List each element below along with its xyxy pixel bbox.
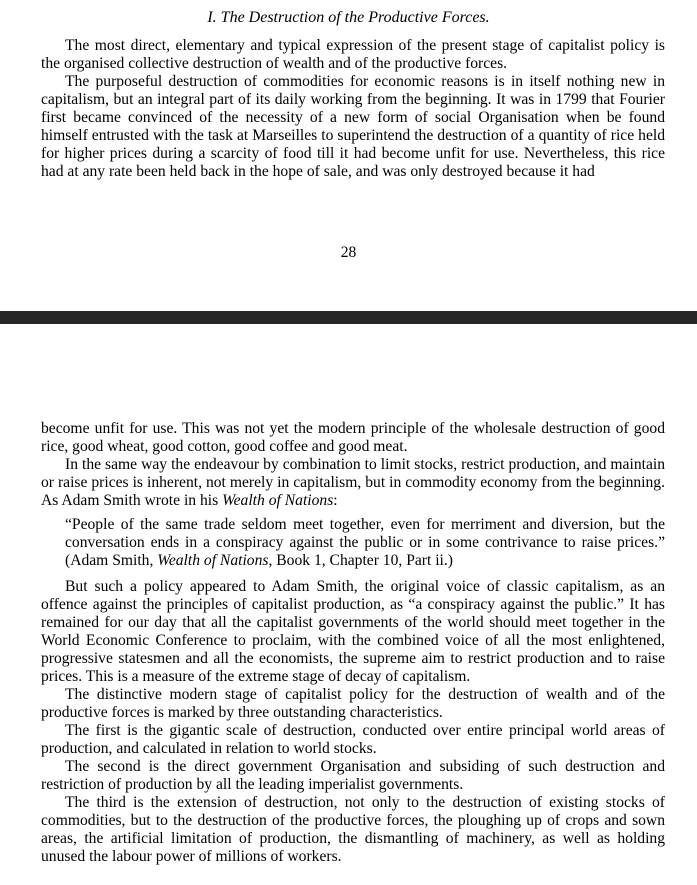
page-bottom-body <box>41 420 665 866</box>
page-top-body <box>41 37 665 181</box>
continued-paragraph: become unfit for use. This was not yet the modern principle of the wholesale destruction of good rice, good wheat, good cotton, good coffee and good meat. <box>41 420 665 455</box>
document-page-bottom <box>0 324 697 885</box>
paragraph: The second is the direct government Organisation and subsiding of such destruction and restriction of production by all the leading imperialist governments. <box>41 758 665 793</box>
paragraph-text: : <box>333 492 338 509</box>
document-page-top <box>0 0 697 311</box>
paragraph-text: In the same way the endeavour by combination to limit stocks, restrict production, and maintain or raise prices is inherent, not merely in capitalism, but in commodity economy from the beginning. As Adam Smith wrote in his <box>41 456 665 509</box>
quote-text: “People of the same trade seldom meet together, even for merriment and diversion, but the conversation ends in a conspiracy against the public or in some contrivance to raise prices.” (Adam Smith, <box>65 516 665 569</box>
paragraph: The distinctive modern stage of capitalist policy for the destruction of wealth and of the productive forces is marked by three outstanding characteristics. <box>41 686 665 721</box>
paragraph: But such a policy appeared to Adam Smith, the original voice of classic capitalism, as an offence against the principles of capitalist production, as “a conspiracy against the public.” It has remained for our day that all the capitalist governments of the world should meet together in the World Economic Conference to proclaim, with the combined voice of all the most enlightened, progressive statesmen and all the economists, the supreme aim to restrict production and to raise prices. This is a measure of the extreme stage of decay of capitalism. <box>41 578 665 685</box>
section-heading: I. The Destruction of the Productive Forces. <box>207 9 490 26</box>
book-title: Wealth of Nations <box>222 492 334 509</box>
paragraph <box>41 456 665 510</box>
page-separator <box>0 311 697 324</box>
paragraph: The most direct, elementary and typical expression of the present stage of capitalist policy is the organised collective destruction of wealth and of the productive forces. <box>41 37 665 72</box>
paragraph: The purposeful destruction of commodities for economic reasons is in itself nothing new in capitalism, but an integral part of its daily working from the beginning. It was in 1799 that Fourier first became convinced of the necessity of a new form of social Organisation when be found himself entrusted with the task at Marseilles to superintend the destruction of a quantity of rice held for higher prices during a scarcity of food till it had become unfit for use. Nevertheless, this rice had at any rate been held back in the hope of sale, and was only destroyed because it had <box>41 73 665 180</box>
paragraph: The third is the extension of destruction, not only to the destruction of existing stocks of commodities, but to the destruction of the productive forces, the ploughing up of crops and sown areas, the artificial limitation of production, the dismantling of machinery, as well as holding unused the labour power of millions of workers. <box>41 794 665 865</box>
block-quote <box>65 516 665 570</box>
page-number: 28 <box>340 244 357 261</box>
book-title: Wealth of Nations <box>157 552 269 569</box>
paragraph: The first is the gigantic scale of destruction, conducted over entire principal world areas of production, and calculated in relation to world stocks. <box>41 722 665 757</box>
quote-text: , Book 1, Chapter 10, Part ii.) <box>268 552 453 569</box>
